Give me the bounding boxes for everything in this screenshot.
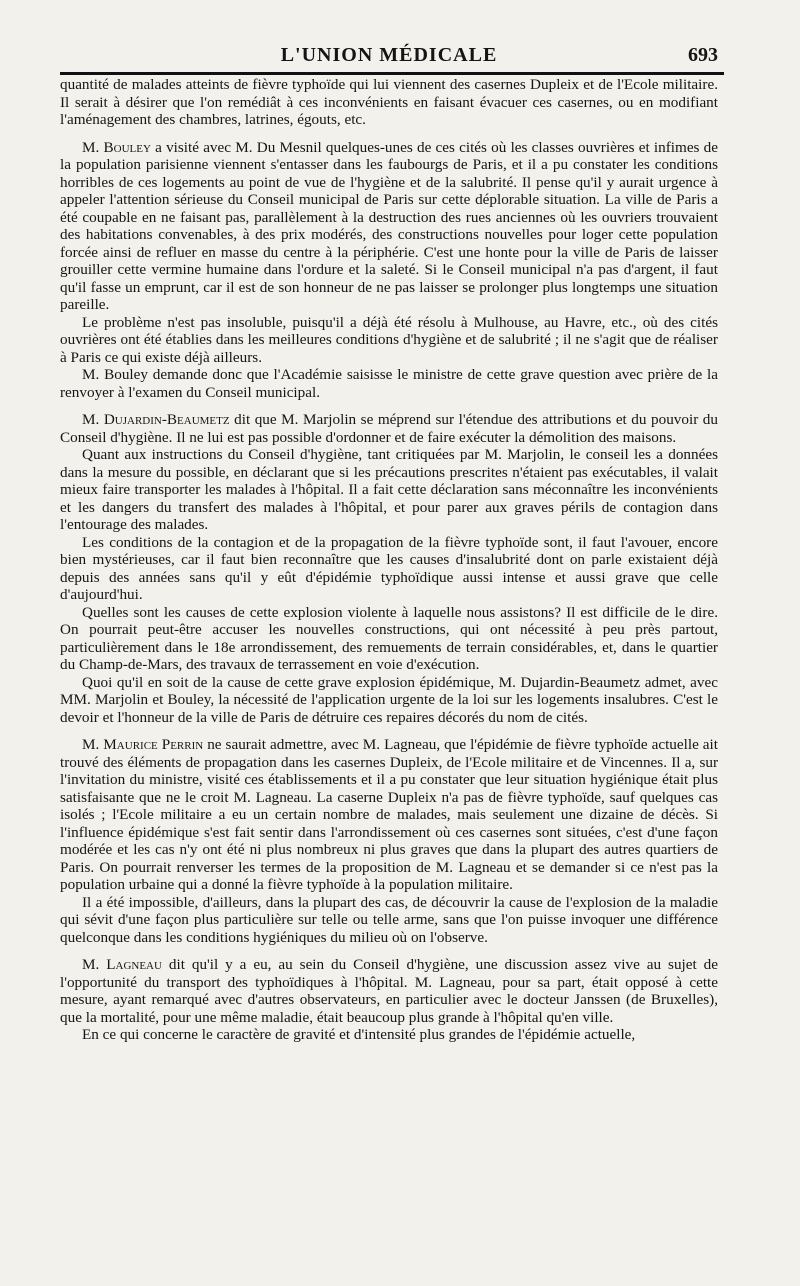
speaker-name: M. Bouley (82, 138, 151, 156)
paragraph (60, 674, 718, 727)
paragraph-text: ne saurait admettre, avec M. Lagneau, que l'épidémie de fièvre typhoïde actuelle ait trouvé des éléments de propagation dans les casernes Dupleix, de l'Ecole militaire et de Vincennes. Il a, sur l'invitation du ministre, visité ces établissements et il a pu constater que leur situation hygiénique était plus satisfaisante que ne le croit M. Lagneau. La caserne Dupleix n'a pas de fièvre typhoïde, sauf quelques cas isolés ; l'Ecole militaire a eu un certain nombre de malades, mais seulement une dizaine de décès. Si l'influence épidémique s'est fait sentir dans l'arrondissement où ces casernes sont situées, c'est d'une façon modérée et les cas n'y ont été ni plus nombreux ni plus graves que dans la plupart des autres quartiers de Paris. On pourrait renverser les termes de la proposition de M. Lagneau et se demander si ce n'est pas la population urbaine qui a donné la fièvre typhoïde à la population militaire. (60, 736, 718, 893)
speaker-name: M. Lagneau (82, 956, 162, 973)
page-header (60, 0, 718, 76)
paragraph-text: Quoi qu'il en soit de la cause de cette grave explosion épidémique, M. Dujardin-Beaumetz admet, avec MM. Marjolin et Bouley, la nécessité de l'application urgente de la loi sur les logements insalubres. C'est le devoir et l'honneur de la ville de Paris de détruire ces repaires décorés du nom de cités. (60, 673, 718, 726)
paragraph-text: a visité avec M. Du Mesnil quelques-unes de ces cités où les classes ouvrières et infimes de la population parisienne viennent s'entasser dans les faubourgs de Paris, et il a pu constater les conditions horribles de ces logements au point de vue de l'hygiène et de la salubrité. Il pense qu'il y aurait urgence à appeler l'attention sérieuse du Conseil municipal de Paris sur cette déplorable situation. La ville de Paris a été coupable en ne faisant pas, parallèlement à la destruction des rues anciennes où les ouvriers trouvaient des habitations convenables, à des prix modérés, des constructions nouvelles pour loger cette population forcée ainsi de refluer en masse du centre à la périphérie. C'est une honte pour la ville de Paris de laisser grouiller cette vermine humaine dans l'ordure et la saleté. Si le Conseil municipal n'a pas d'argent, il faut qu'il fasse un emprunt, car il est de son honneur de ne pas laisser se prolonger plus longtemps une situation pareille. (60, 138, 719, 313)
body-text (60, 76, 718, 1044)
paragraph (60, 366, 718, 401)
paragraph-text: M. Bouley demande donc que l'Académie saisisse le ministre de cette grave question avec prière de la renvoyer à l'examen du Conseil municipal. (60, 366, 718, 401)
paragraph (60, 76, 718, 129)
paragraph-text: Il a été impossible, d'ailleurs, dans la plupart des cas, de découvrir la cause de l'explosion de la maladie qui sévit d'une façon plus particulière sur telle ou telle arme, sans que l'on puisse invoquer une différence quelconque dans les conditions hygiéniques du milieu où on l'observe. (60, 893, 718, 946)
paragraph (60, 1026, 718, 1044)
paragraph (60, 604, 718, 674)
page-number: 693 (688, 44, 718, 66)
paragraph-text: Les conditions de la contagion et de la propagation de la fièvre typhoïde sont, il faut l'avouer, encore bien mystérieuses, car il faut bien reconnaître que les causes d'insalubrité dont on parle existaient déjà depuis des années sans qu'il y eût d'épidémie typhoïdique aussi intense et aussi grave que celle d'aujourd'hui. (60, 533, 718, 603)
paragraph (60, 139, 718, 314)
paragraph-text: En ce qui concerne le caractère de gravité et d'intensité plus grandes de l'épidémie actuelle, (82, 1026, 636, 1043)
paragraph (60, 446, 718, 534)
paragraph-text: Quelles sont les causes de cette explosion violente à laquelle nous assistons? Il est difficile de le dire. On pourrait peut-être accuser les nouvelles constructions, qui ont nécessité à peu près partout, particulièrement dans le 18e arrondissement, des remuements de terrain considérables, et, dans le quartier du Champ-de-Mars, des travaux de terrassement en voie d'exécution. (60, 603, 718, 673)
paragraph (60, 894, 718, 947)
paragraph (60, 956, 718, 1026)
header-rule (60, 72, 724, 75)
paragraph (60, 534, 718, 604)
paragraph-text: dit que M. Marjolin se méprend sur l'étendue des attributions et du pouvoir du Conseil d'hygiène. Il ne lui est pas possible d'ordonner et de faire exécuter la démolition des maisons. (60, 411, 718, 446)
paragraph (60, 736, 718, 894)
speaker-name: M. Maurice Perrin (82, 736, 204, 753)
journal-title: L'UNION MÉDICALE (280, 44, 498, 66)
paragraph (60, 314, 718, 367)
paragraph-text: quantité de malades atteints de fièvre typhoïde qui lui viennent des casernes Dupleix et de l'Ecole militaire. Il serait à désirer que l'on remédiât à ces inconvénients en faisant évacuer ces casernes, ou en modifiant l'aménagement des chambres, latrines, égouts, etc. (60, 76, 718, 128)
speaker-name: M. Dujardin-Beaumetz (82, 411, 230, 428)
paragraph (60, 411, 718, 446)
paragraph-text: Le problème n'est pas insoluble, puisqu'il a déjà été résolu à Mulhouse, au Havre, etc., où des cités ouvrières ont été établies dans les meilleures conditions d'hygiène et de salubrité ; il ne s'agit que de réaliser à Paris ce qui existe déjà ailleurs. (60, 313, 718, 366)
paragraph-text: dit qu'il y a eu, au sein du Conseil d'hygiène, une discussion assez vive au sujet de l'opportunité du transport des typhoïdiques à l'hôpital. M. Lagneau, pour sa part, était opposé à cette mesure, ayant remarqué avec d'autres observateurs, en particulier avec le docteur Janssen (de Bruxelles), que la mortalité, pour une même maladie, était beaucoup plus grande à l'hôpital qu'en ville. (60, 956, 718, 1026)
paragraph-text: Quant aux instructions du Conseil d'hygiène, tant critiquées par M. Marjolin, le conseil les a données dans la mesure du possible, en déclarant que si les précautions prescrites n'étaient pas exécutables, il valait mieux faire transporter les malades à l'hôpital. Il a fait cette déclaration sans méconnaître les inconvénients et les dangers du transfert des malades à l'hôpital, et pour parer aux graves périls de contagion dans l'entourage des malades. (60, 446, 718, 533)
